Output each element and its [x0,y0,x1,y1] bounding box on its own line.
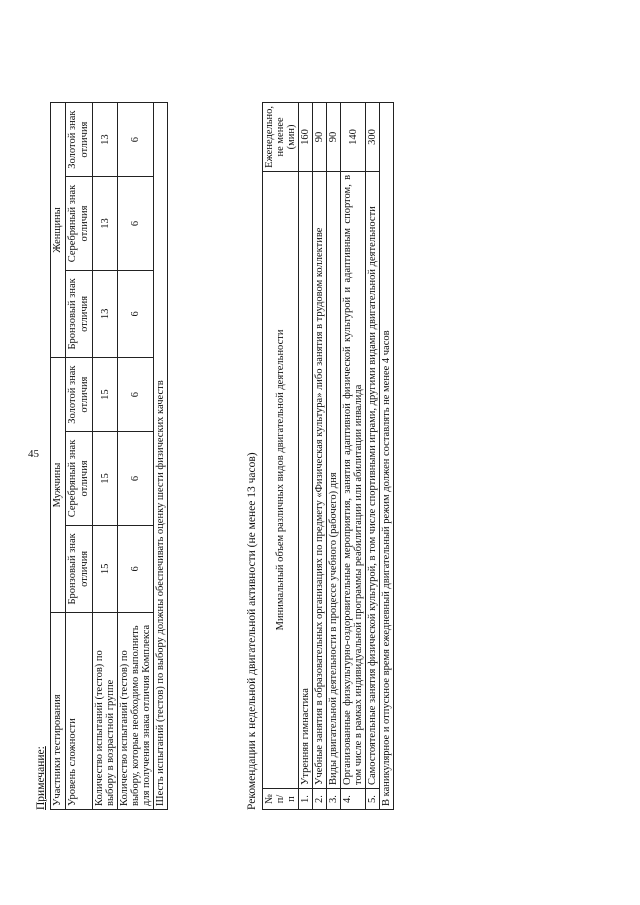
table-row [327,103,341,810]
row-value: 140 [341,103,366,172]
row-num: 3. [327,789,341,810]
row-num: 5. [366,789,380,810]
row-label: Количество испытаний (тестов) по выбору, которые необходимо выполнить для получения знака отличия Комплекса [118,613,154,810]
table-row [66,103,93,810]
table-row [341,103,366,810]
badge-gold-men: Золотой знак отличия [66,358,93,432]
row-num: 1. [299,789,313,810]
badge-bronze-women: Бронзовый знак отличия [66,270,93,357]
participants-header: Участники тестирования [51,613,66,810]
cell-value: 6 [118,432,154,526]
row-text: Виды двигательной деятельности в процессе учебного (рабочего) дня [327,171,341,788]
cell-value: 6 [118,270,154,357]
cell-value: 15 [93,432,118,526]
cell-value: 13 [93,103,118,177]
badge-bronze-men: Бронзовый знак отличия [66,525,93,612]
table-footer: Шесть испытаний (тестов) по выбору должны обеспечивать оценку шести физических качеств [154,103,168,810]
cell-value: 6 [118,177,154,271]
row-num: 2. [313,789,327,810]
cell-value: 13 [93,270,118,357]
table-row [313,103,327,810]
table-footer: В каникулярное и отпускное время ежедневный двигательный режим должен составлять не менее 4 часов [380,103,394,810]
activity-table [262,102,394,810]
note-label: Примечание: [35,746,47,810]
table-row [263,103,299,810]
recommendations-title: Рекомендации к недельной двигательной активности (не менее 13 часов) [246,452,258,810]
cell-value: 6 [118,525,154,612]
row-value: 300 [366,103,380,172]
table-row [154,103,168,810]
women-header: Женщины [51,103,66,358]
row-value: 90 [313,103,327,172]
row-label: Количество испытаний (тестов) по выбору в возрастной группе [93,613,118,810]
page-number: 45 [28,448,39,460]
difficulty-header: Уровень сложности [66,613,93,810]
row-value: 160 [299,103,313,172]
cell-value: 13 [93,177,118,271]
row-num: 4. [341,789,366,810]
cell-value: 6 [118,103,154,177]
cell-value: 15 [93,358,118,432]
badge-silver-women: Серебряный знак отличия [66,177,93,271]
row-text: Учебные занятия в образовательных организациях по предмету «Физическая культура» либо занятия в трудовом коллективе [313,171,327,788]
cell-value: 6 [118,358,154,432]
row-value: 90 [327,103,341,172]
badge-gold-women: Золотой знак отличия [66,103,93,177]
table-row [299,103,313,810]
col-value-header: Еженедельно, не менее (мин) [263,103,299,172]
col-num-header: № п/п [263,789,299,810]
row-text: Самостоятельные занятия физической культурой, в том числе спортивными играми, другими видами двигательной деятельности [366,171,380,788]
row-text: Утренняя гимнастика [299,171,313,788]
table-row [93,103,118,810]
table-row [51,103,66,810]
table-row [118,103,154,810]
badge-requirements-table [50,102,168,810]
cell-value: 15 [93,525,118,612]
badge-silver-men: Серебряный знак отличия [66,432,93,526]
col-name-header: Минимальный объем различных видов двигательной деятельности [263,171,299,788]
table-row [366,103,380,810]
men-header: Мужчины [51,358,66,613]
table-row [380,103,394,810]
row-text: Организованные физкультурно-оздоровительные мероприятия, занятия адаптивной физической культурой и адаптивным спортом, в том числе в рамках индивидуальной программы реабилитации или абилитации инвалида [341,171,366,788]
